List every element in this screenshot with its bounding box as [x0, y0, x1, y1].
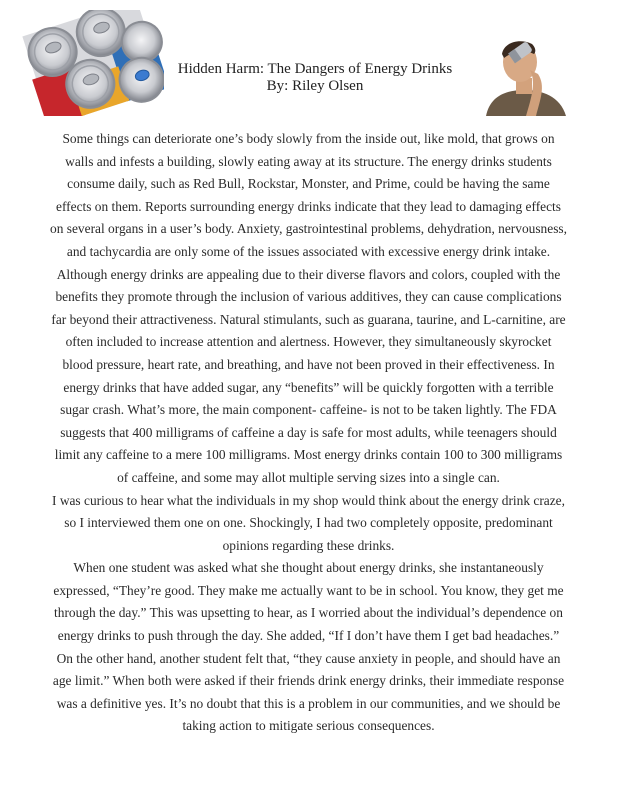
- article-byline: By: Riley Olsen: [266, 78, 364, 94]
- person-drinking-image: [476, 34, 568, 116]
- paragraph-stimulants: Although energy drinks are appealing due to their diverse flavors and colors, coupled with the benefits they promote through the inclusion of various additives, they can cause complications far beyond their attractiveness. Natural stimulants, such as guarana, taurine, and L-carnitine, are often included to increase attention and alertness. However, they simultaneously skyrocket blood pressure, heart rate, and breathing, and have not been proved in their effectiveness. In energy drinks that have added sugar, any “benefits” will be quickly forgotten with a terrible sugar crash. What’s more, the main component- caffeine- is not to be taken lightly. The FDA suggests that 400 milligrams of caffeine a day is safe for most adults, while teenagers should limit any caffeine to a mere 100 milligrams. Most energy drinks contain 100 to 300 milligrams of caffeine, and some may allot multiple serving sizes into a single can.: [51, 266, 566, 485]
- article-header: [150, 61, 480, 95]
- article-body: [50, 128, 567, 738]
- energy-drink-cans-image: [22, 10, 164, 116]
- article-title: Hidden Harm: The Dangers of Energy Drinks: [177, 61, 453, 77]
- paragraph-interviews: I was curious to hear what the individuals in my shop would think about the energy drink craze, so I interviewed them one on one. Shockingly, I had two completely opposite, predominant opinions regarding these drinks.: [52, 492, 565, 553]
- paragraph-intro: Some things can deteriorate one’s body slowly from the inside out, like mold, that grows on walls and infests a building, slowly eating away at its structure. The energy drinks students consume daily, such as Red Bull, Rockstar, Monster, and Prime, could be having the same effects on them. Reports surrounding energy drinks indicate that they lead to damaging effects on several organs in a user’s body. Anxiety, gastrointestinal problems, dehydration, nervousness, and tachycardia are only some of the issues associated with excessive energy drink intake.: [50, 131, 567, 259]
- paragraph-opinions: When one student was asked what she thought about energy drinks, she instantaneously expressed, “They’re good. They make me actually want to be in school. You know, they get me through the day.” This was upsetting to hear, as I worried about the individual’s dependence on energy drinks to push through the day. She added, “If I don’t have them I get bad headaches.” On the other hand, another student felt that, “they cause anxiety in people, and should have an age limit.” When both were asked if their friends drink energy drinks, their immediate response was a definitive yes. It’s no doubt that this is a problem in our communities, and we should be taking action to mitigate serious consequences.: [52, 560, 565, 734]
